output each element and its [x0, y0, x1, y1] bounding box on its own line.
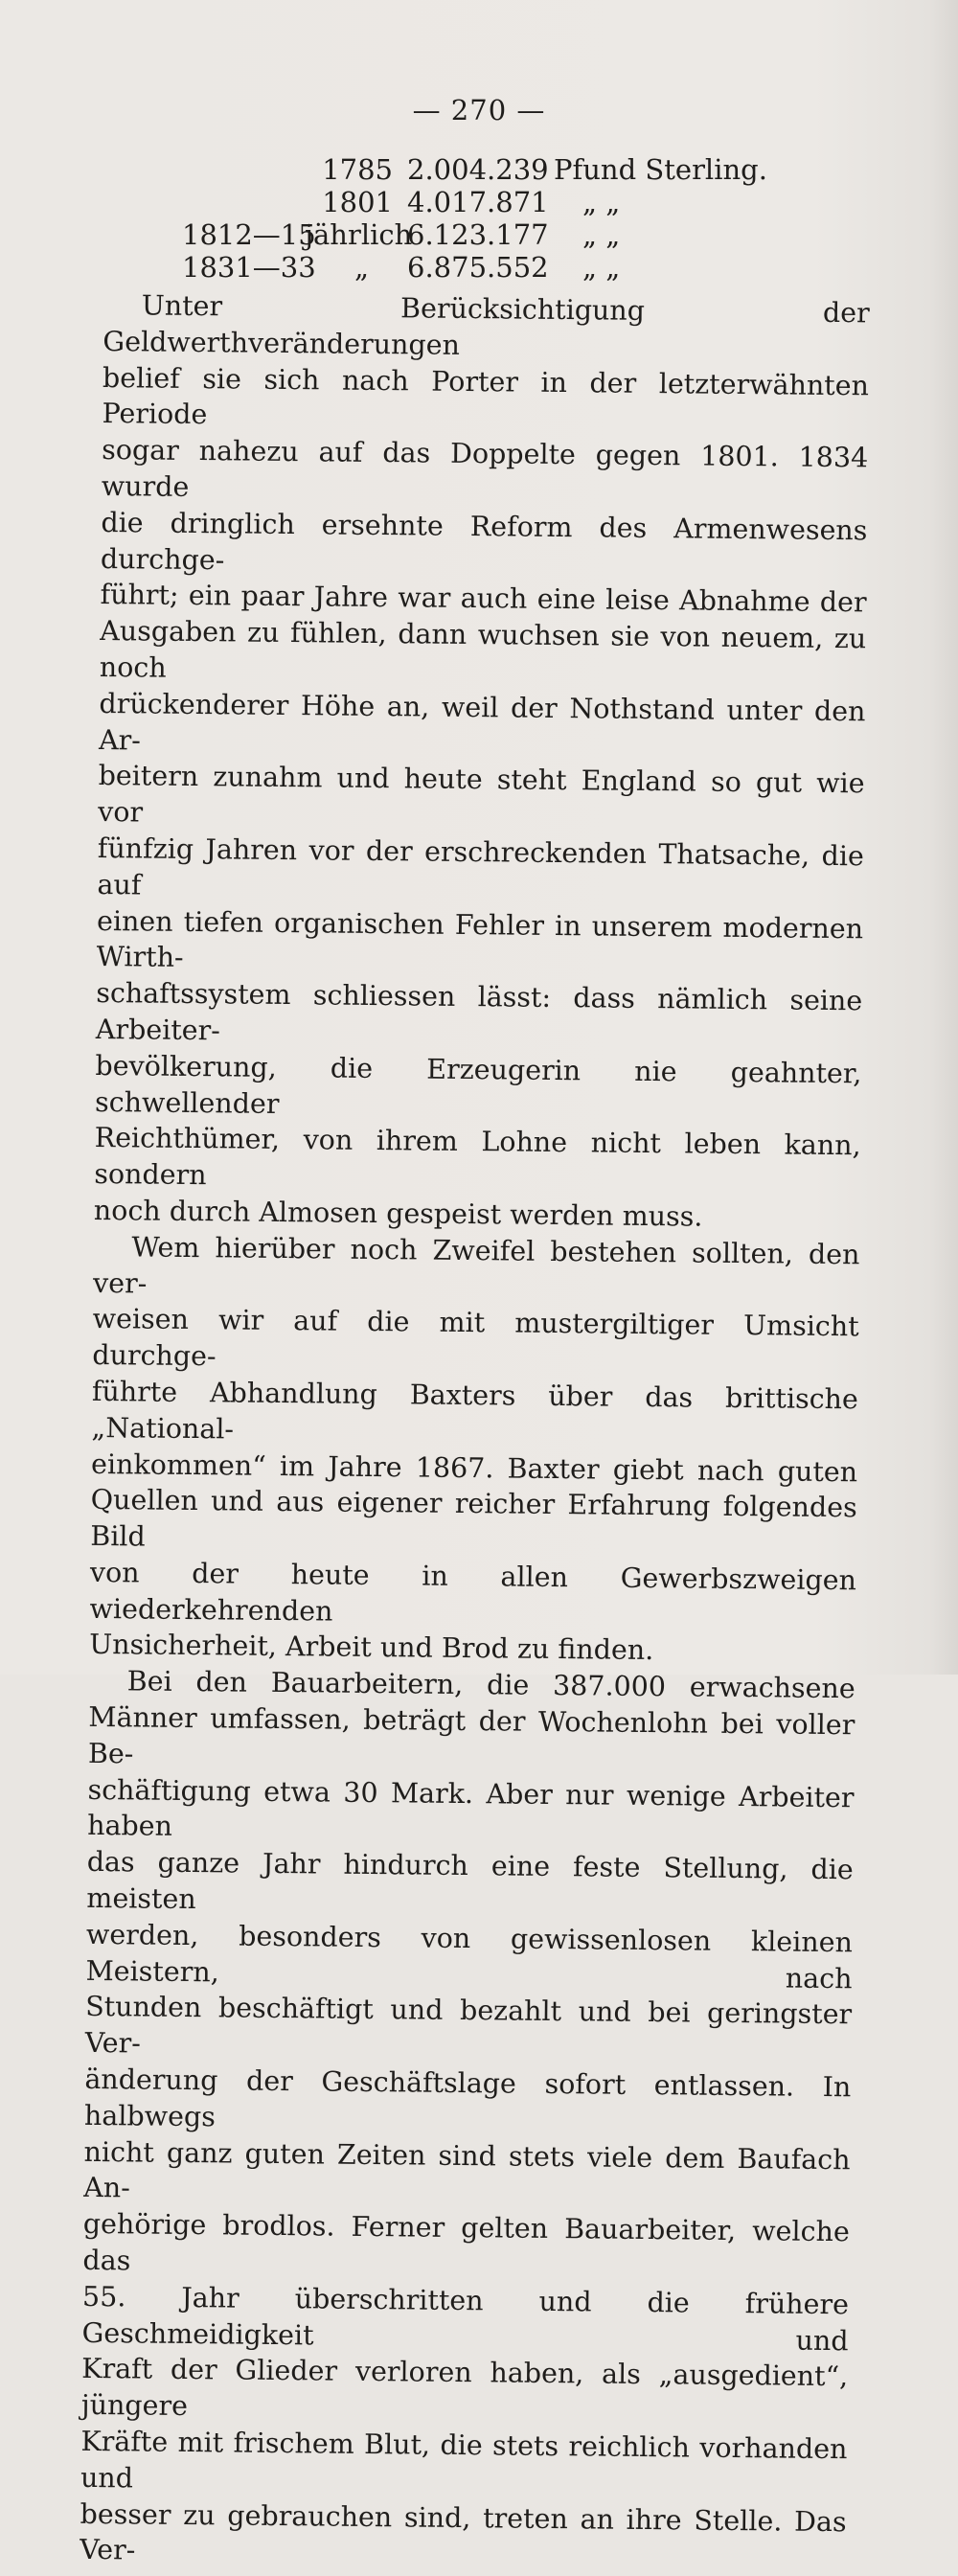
text-line: gehörige brodlos. Ferner gelten Bauarbeiter, welche das — [82, 2208, 850, 2277]
text-line: Unsicherheit, Arbeit und Brod zu finden. — [88, 1629, 654, 1667]
text-line: das ganze Jahr hindurch eine feste Stellung, die meisten — [86, 1846, 854, 1916]
text-line: Bei den Bauarbeitern, die 387.000 erwachsene — [126, 1665, 855, 1705]
paragraph — [89, 1229, 860, 1672]
text-line: schäftigung etwa 30 Mark. Aber nur wenige Arbeiter haben — [87, 1773, 855, 1843]
table-year: 1812—15 — [182, 218, 316, 251]
text-line: Quellen und aus eigener reicher Erfahrung folgendes Bild — [90, 1484, 857, 1553]
text-line: Ausgaben zu fühlen, dann wuchsen sie von neuem, zu noch — [99, 615, 867, 684]
table-note: jährlich — [305, 218, 413, 251]
body-text — [80, 287, 870, 2576]
text-line: 55. Jahr überschritten und die frühere Geschmeidigkeit und — [81, 2280, 850, 2357]
table-value: 6.875.552 — [407, 251, 549, 284]
text-line: änderung der Geschäftslage sofort entlassen. In halbwegs — [83, 2063, 852, 2133]
text-line: fünfzig Jahren vor der erschreckenden Thatsache, die auf — [97, 832, 864, 901]
text-line: noch durch Almosen gespeist werden muss. — [93, 1194, 703, 1233]
text-line: Männer umfassen, beträgt der Wochenlohn bei voller Be- — [87, 1700, 855, 1770]
table-note: „ — [354, 251, 370, 284]
table-unit: „ „ — [582, 218, 621, 251]
text-line: Stunden beschäftigt und bezahlt und bei geringster Ver- — [84, 1991, 853, 2060]
text-line: Kräfte mit frischem Blut, die stets reichlich vorhanden und — [80, 2425, 848, 2495]
table-value: 4.017.871 — [407, 186, 549, 218]
text-line: von der heute in allen Gewerbszweigen wiederkehrenden — [89, 1556, 857, 1628]
table-year: 1831—33 — [182, 251, 316, 284]
table-row — [0, 218, 958, 253]
table-unit: „ „ — [582, 251, 621, 284]
text-line: werden, besonders von gewissenlosen kleinen Meistern, nach — [85, 1918, 854, 1995]
text-line: belief sie sich nach Porter in der letzterwähnten Periode — [102, 361, 870, 431]
text-line: die dringlich ersehnte Reform des Armenwesens durchge- — [100, 506, 868, 576]
text-line: bevölkerung, die Erzeugerin nie geahnter, schwellender — [94, 1049, 862, 1120]
text-line: Wem hierüber noch Zweifel bestehen sollten, den ver- — [92, 1231, 860, 1300]
paragraph — [94, 287, 870, 1237]
text-line: schaftssystem schliessen lässt: dass nämlich seine Arbeiter- — [95, 977, 863, 1047]
table-row — [0, 251, 958, 285]
text-line: nicht ganz guten Zeiten sind stets viele dem Baufach An- — [83, 2135, 851, 2204]
table-unit: „ „ — [582, 186, 621, 218]
table-unit: Pfund Sterling. — [554, 153, 767, 186]
text-line: einkommen“ im Jahre 1867. Baxter giebt nach guten — [90, 1448, 858, 1488]
text-line: einen tiefen organischen Fehler in unserem modernen Wirth- — [96, 904, 864, 974]
text-line: beitern zunahm und heute steht England so gut wie vor — [98, 760, 865, 829]
page-number: — 270 — — [412, 94, 546, 126]
table-year: 1785 — [322, 153, 393, 186]
text-line: weisen wir auf die mit mustergiltiger Umsicht durchge- — [92, 1303, 859, 1373]
table-row — [0, 153, 958, 188]
paragraph — [80, 1663, 855, 2576]
text-line: besser zu gebrauchen sind, treten an ihre Stelle. Das Ver- — [80, 2497, 847, 2566]
text-line: drückenderer Höhe an, weil der Nothstand unter den Ar- — [98, 687, 866, 756]
text-line: Unter Berücksichtigung der Geldwerthveränderungen — [103, 289, 870, 361]
text-line: Reichthümer, von ihrem Lohne nicht leben kann, sondern — [94, 1122, 861, 1192]
text-line: sogar nahezu auf das Doppelte gegen 1801. 1834 wurde — [101, 434, 869, 503]
text-line: Kraft der Glieder verloren haben, als „ausgedient“, jüngere — [80, 2353, 849, 2423]
table-year: 1801 — [322, 186, 393, 218]
text-line: führte Abhandlung Baxters über das brittische „National- — [91, 1375, 859, 1446]
text-line: führt; ein paar Jahre war auch eine leise Abnahme der — [100, 579, 867, 619]
table-row — [0, 186, 958, 220]
table-value: 2.004.239 — [407, 153, 549, 186]
table-value: 6.123.177 — [407, 218, 549, 251]
